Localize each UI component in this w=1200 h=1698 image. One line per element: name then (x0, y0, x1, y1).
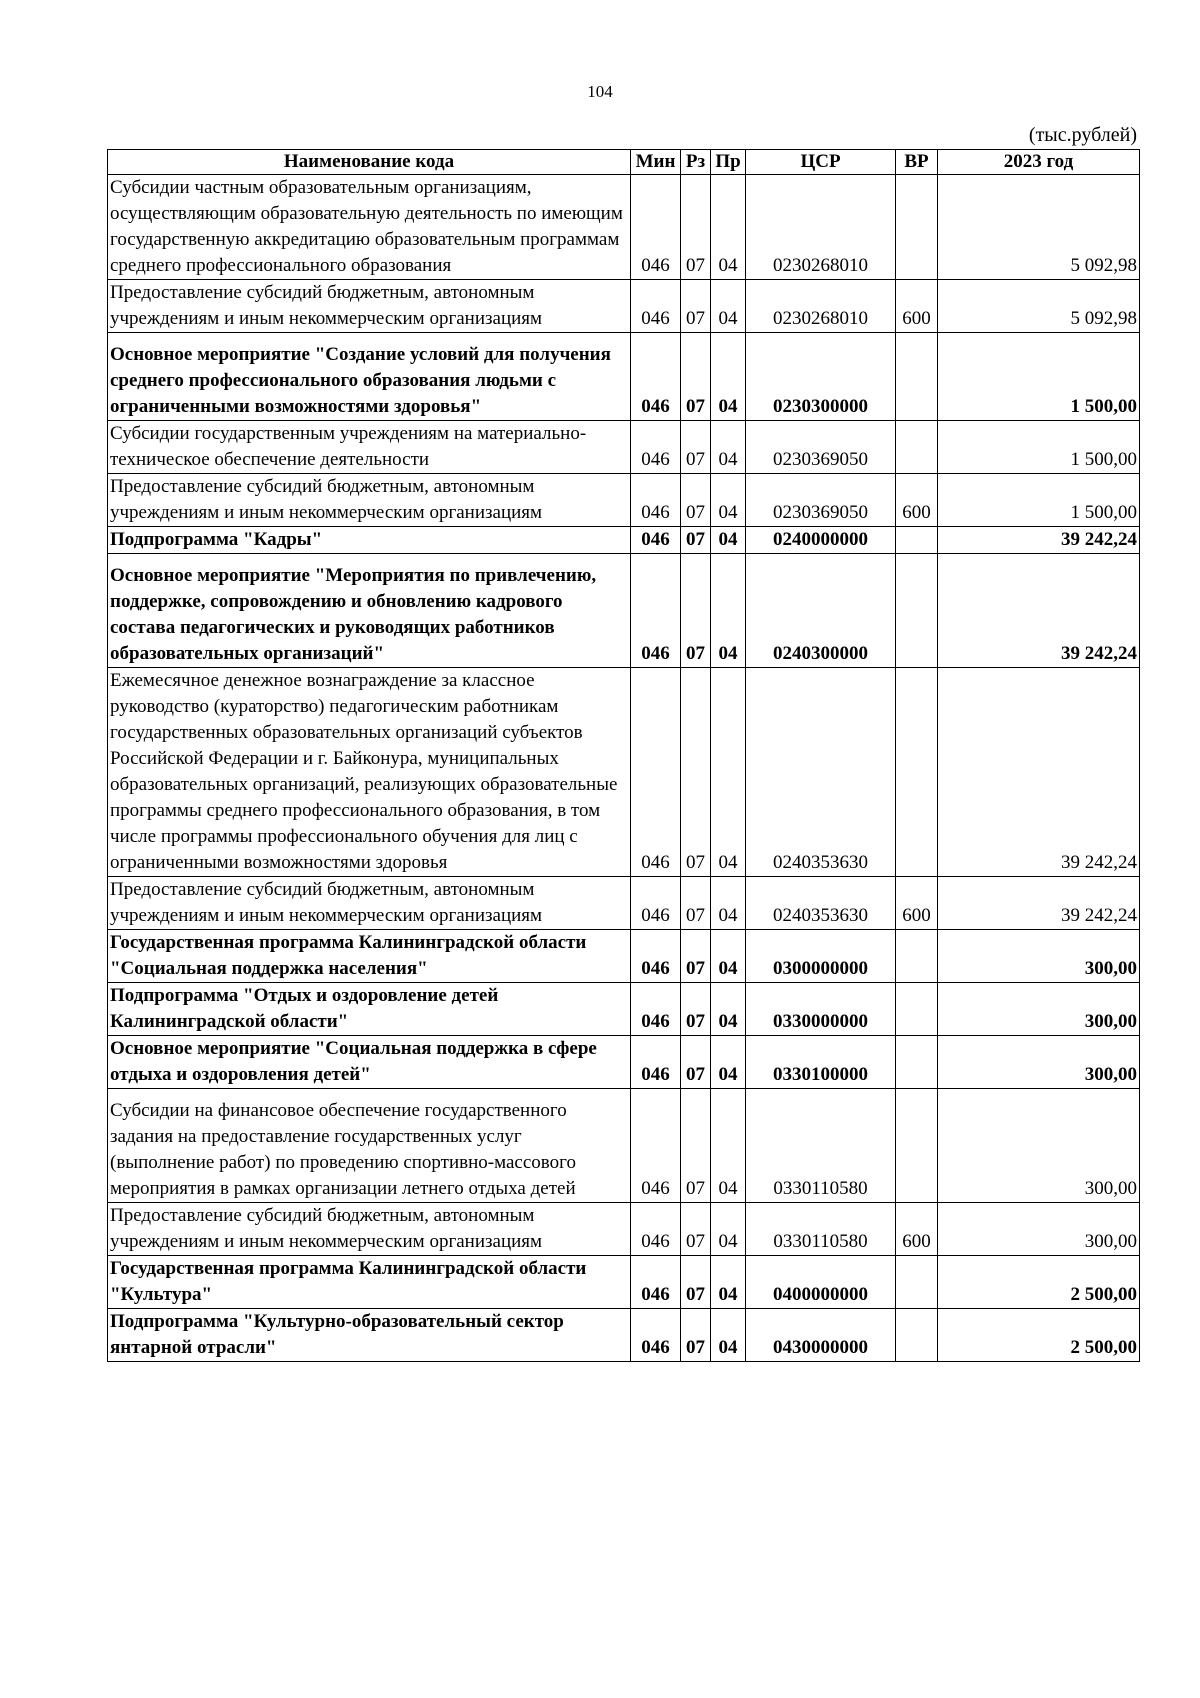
cell-pr: 04 (711, 527, 746, 554)
cell-pr: 04 (711, 554, 746, 668)
table-row (108, 333, 1140, 421)
cell-pr: 04 (711, 421, 746, 474)
cell-amount: 1 500,00 (938, 421, 1140, 474)
cell-min: 046 (631, 983, 681, 1036)
cell-name: Государственная программа Калининградской области "Социальная поддержка населения" (108, 930, 631, 983)
cell-rz: 07 (681, 983, 711, 1036)
cell-rz: 07 (681, 1309, 711, 1362)
cell-rz: 07 (681, 474, 711, 527)
table-row (108, 1036, 1140, 1089)
cell-min: 046 (631, 333, 681, 421)
cell-csr: 0430000000 (746, 1309, 896, 1362)
cell-vr (896, 1089, 938, 1203)
table-row (108, 1309, 1140, 1362)
cell-amount: 2 500,00 (938, 1309, 1140, 1362)
cell-name: Субсидии на финансовое обеспечение государственного задания на предоставление государственных услуг (выполнение работ) по проведению спортивно-массового мероприятия в рамках организации летнего отдыха детей (108, 1089, 631, 1203)
cell-amount: 300,00 (938, 1036, 1140, 1089)
cell-rz: 07 (681, 1203, 711, 1256)
cell-csr: 0330110580 (746, 1089, 896, 1203)
cell-csr: 0400000000 (746, 1256, 896, 1309)
cell-vr: 600 (896, 280, 938, 333)
cell-csr: 0230369050 (746, 474, 896, 527)
table-row (108, 527, 1140, 554)
cell-rz: 07 (681, 1256, 711, 1309)
cell-name: Основное мероприятие "Мероприятия по привлечению, поддержке, сопровождению и обновлению кадрового состава педагогических и руководящих работников образовательных организаций" (108, 554, 631, 668)
cell-pr: 04 (711, 983, 746, 1036)
cell-rz: 07 (681, 421, 711, 474)
cell-min: 046 (631, 668, 681, 877)
cell-name: Основное мероприятие "Социальная поддержка в сфере отдыха и оздоровления детей" (108, 1036, 631, 1089)
table-header-row (108, 150, 1140, 175)
cell-vr (896, 527, 938, 554)
cell-csr: 0300000000 (746, 930, 896, 983)
cell-name: Предоставление субсидий бюджетным, автономным учреждениям и иным некоммерческим организациям (108, 280, 631, 333)
table-row (108, 1089, 1140, 1203)
header-vr: ВР (896, 150, 938, 175)
cell-vr: 600 (896, 1203, 938, 1256)
cell-vr (896, 1036, 938, 1089)
table-row (108, 474, 1140, 527)
cell-min: 046 (631, 1256, 681, 1309)
cell-csr: 0330000000 (746, 983, 896, 1036)
units-label: (тыс.рублей) (1028, 124, 1137, 146)
cell-csr: 0230268010 (746, 175, 896, 280)
cell-csr: 0330110580 (746, 1203, 896, 1256)
header-amount: 2023 год (938, 150, 1140, 175)
cell-min: 046 (631, 877, 681, 930)
header-csr: ЦСР (746, 150, 896, 175)
cell-vr (896, 668, 938, 877)
cell-amount: 300,00 (938, 1203, 1140, 1256)
cell-pr: 04 (711, 1309, 746, 1362)
cell-amount: 5 092,98 (938, 280, 1140, 333)
table-row (108, 668, 1140, 877)
table-row (108, 983, 1140, 1036)
cell-pr: 04 (711, 1203, 746, 1256)
cell-rz: 07 (681, 333, 711, 421)
table-row (108, 877, 1140, 930)
cell-vr (896, 983, 938, 1036)
cell-rz: 07 (681, 554, 711, 668)
cell-csr: 0240353630 (746, 877, 896, 930)
cell-pr: 04 (711, 668, 746, 877)
cell-amount: 39 242,24 (938, 668, 1140, 877)
header-pr: Пр (711, 150, 746, 175)
cell-amount: 39 242,24 (938, 554, 1140, 668)
cell-rz: 07 (681, 1036, 711, 1089)
cell-pr: 04 (711, 930, 746, 983)
cell-name: Субсидии государственным учреждениям на материально-техническое обеспечение деятельности (108, 421, 631, 474)
cell-name: Предоставление субсидий бюджетным, автономным учреждениям и иным некоммерческим организациям (108, 1203, 631, 1256)
table-row (108, 175, 1140, 280)
cell-min: 046 (631, 421, 681, 474)
cell-rz: 07 (681, 877, 711, 930)
cell-name: Ежемесячное денежное вознаграждение за классное руководство (кураторство) педагогическим работникам государственных образовательных организаций субъектов Российской Федерации и г. Байконура, муниципальных образовательных организаций, реализующих образовательные программы среднего профессионального образования, в том числе программы профессионального обучения для лиц с ограниченными возможностями здоровья (108, 668, 631, 877)
cell-amount: 39 242,24 (938, 877, 1140, 930)
cell-csr: 0240300000 (746, 554, 896, 668)
header-min: Мин (631, 150, 681, 175)
cell-pr: 04 (711, 1256, 746, 1309)
cell-vr (896, 1309, 938, 1362)
cell-name: Предоставление субсидий бюджетным, автономным учреждениям и иным некоммерческим организациям (108, 474, 631, 527)
cell-min: 046 (631, 930, 681, 983)
cell-min: 046 (631, 1036, 681, 1089)
cell-amount: 300,00 (938, 983, 1140, 1036)
cell-amount: 300,00 (938, 930, 1140, 983)
cell-csr: 0230300000 (746, 333, 896, 421)
table-row (108, 1203, 1140, 1256)
cell-rz: 07 (681, 527, 711, 554)
cell-vr (896, 554, 938, 668)
cell-csr: 0240353630 (746, 668, 896, 877)
cell-amount: 300,00 (938, 1089, 1140, 1203)
cell-rz: 07 (681, 930, 711, 983)
cell-pr: 04 (711, 333, 746, 421)
cell-min: 046 (631, 280, 681, 333)
cell-name: Субсидии частным образовательным организациям, осуществляющим образовательную деятельность по имеющим государственную аккредитацию образовательным программам среднего профессионального образования (108, 175, 631, 280)
cell-pr: 04 (711, 474, 746, 527)
table-row (108, 1256, 1140, 1309)
cell-rz: 07 (681, 175, 711, 280)
budget-table (107, 149, 1140, 1362)
cell-rz: 07 (681, 280, 711, 333)
cell-csr: 0230268010 (746, 280, 896, 333)
cell-vr: 600 (896, 474, 938, 527)
cell-name: Подпрограмма "Культурно-образовательный сектор янтарной отрасли" (108, 1309, 631, 1362)
cell-pr: 04 (711, 877, 746, 930)
cell-min: 046 (631, 527, 681, 554)
table-row (108, 554, 1140, 668)
cell-amount: 1 500,00 (938, 333, 1140, 421)
cell-name: Основное мероприятие "Создание условий для получения среднего профессионального образования людьми с ограниченными возможностями здоровья" (108, 333, 631, 421)
cell-amount: 5 092,98 (938, 175, 1140, 280)
cell-vr (896, 175, 938, 280)
cell-vr (896, 1256, 938, 1309)
cell-csr: 0240000000 (746, 527, 896, 554)
cell-vr: 600 (896, 877, 938, 930)
cell-amount: 1 500,00 (938, 474, 1140, 527)
cell-csr: 0330100000 (746, 1036, 896, 1089)
cell-name: Подпрограмма "Отдых и оздоровление детей Калининградской области" (108, 983, 631, 1036)
cell-min: 046 (631, 554, 681, 668)
cell-min: 046 (631, 474, 681, 527)
cell-pr: 04 (711, 175, 746, 280)
cell-rz: 07 (681, 1089, 711, 1203)
cell-amount: 39 242,24 (938, 527, 1140, 554)
table-row (108, 930, 1140, 983)
page-number: 104 (587, 82, 613, 101)
cell-name: Предоставление субсидий бюджетным, автономным учреждениям и иным некоммерческим организациям (108, 877, 631, 930)
cell-min: 046 (631, 175, 681, 280)
cell-vr (896, 333, 938, 421)
cell-name: Подпрограмма "Кадры" (108, 527, 631, 554)
cell-csr: 0230369050 (746, 421, 896, 474)
cell-name: Государственная программа Калининградской области "Культура" (108, 1256, 631, 1309)
table-row (108, 280, 1140, 333)
cell-amount: 2 500,00 (938, 1256, 1140, 1309)
cell-min: 046 (631, 1089, 681, 1203)
cell-pr: 04 (711, 1036, 746, 1089)
header-rz: Рз (681, 150, 711, 175)
cell-vr (896, 421, 938, 474)
header-name: Наименование кода (108, 150, 631, 175)
cell-min: 046 (631, 1203, 681, 1256)
cell-pr: 04 (711, 280, 746, 333)
cell-min: 046 (631, 1309, 681, 1362)
cell-pr: 04 (711, 1089, 746, 1203)
table-row (108, 421, 1140, 474)
cell-vr (896, 930, 938, 983)
table-body (108, 175, 1140, 1362)
cell-rz: 07 (681, 668, 711, 877)
